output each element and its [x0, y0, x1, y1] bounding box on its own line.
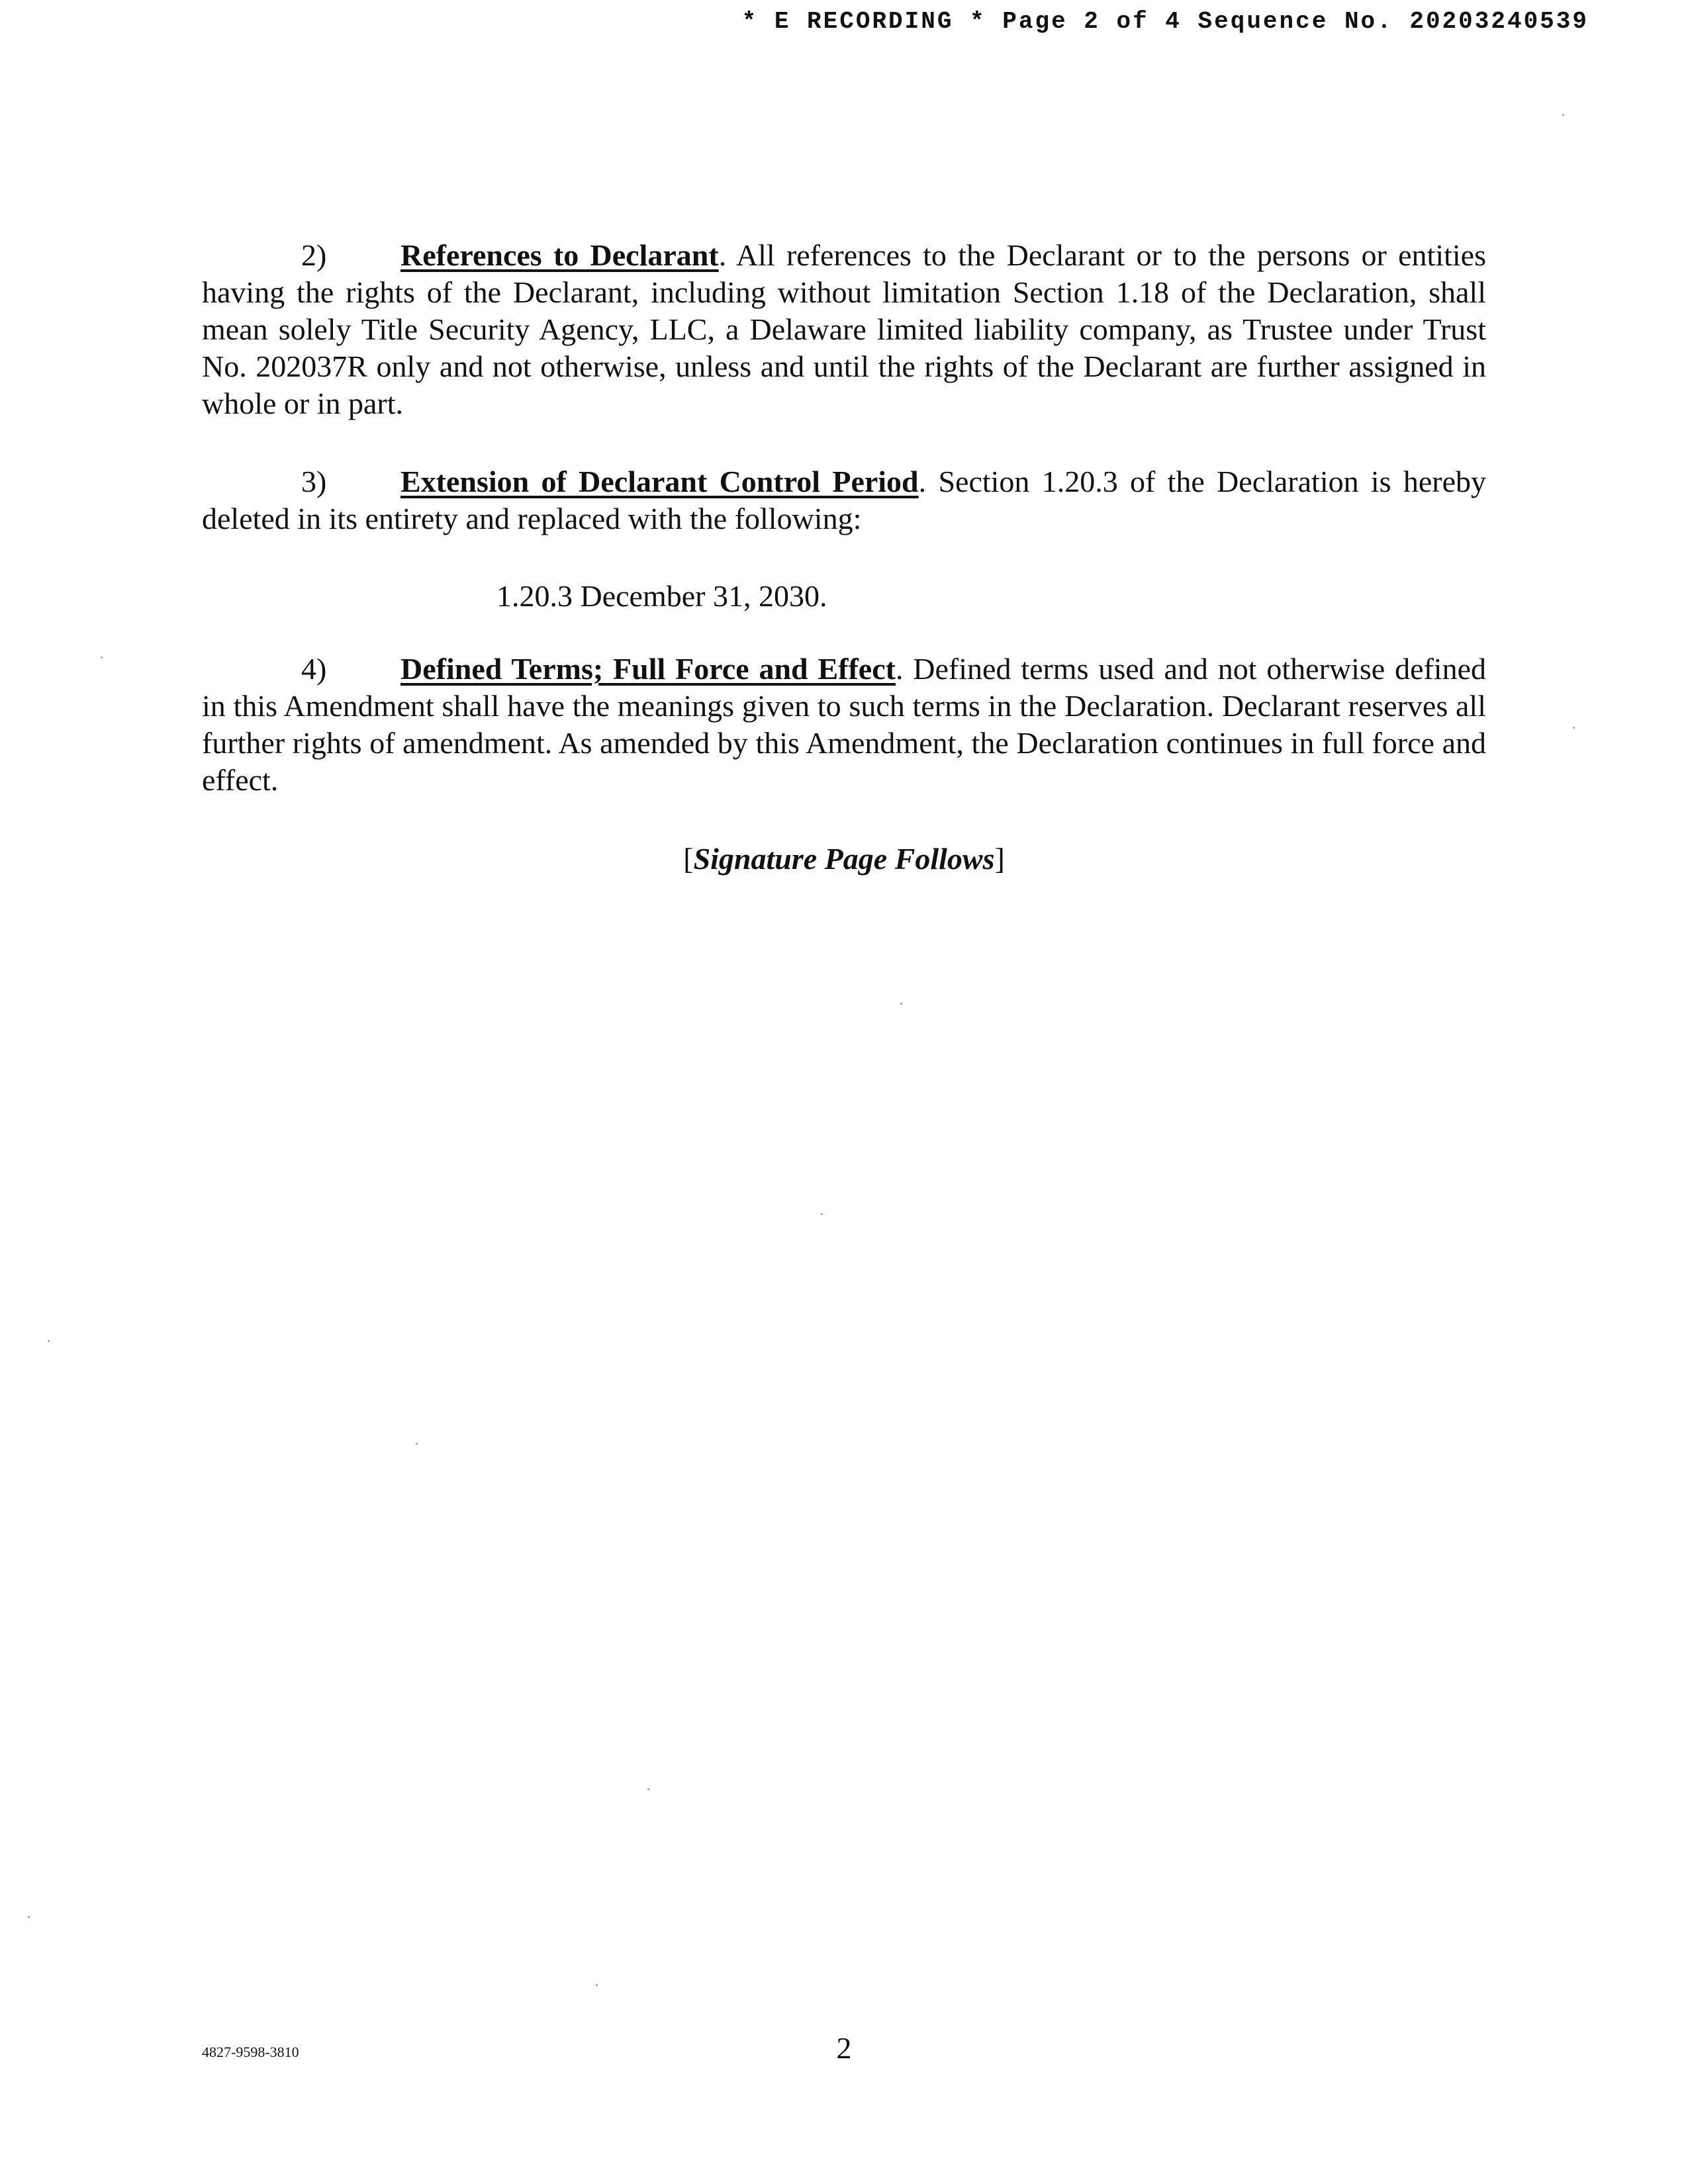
document-id: 4827-9598-3810	[202, 2044, 299, 2060]
paragraph-heading: References to Declarant	[400, 238, 719, 272]
paragraph-heading: Extension of Declarant Control Period	[400, 465, 919, 498]
paragraph-references-to-declarant	[202, 237, 1486, 422]
bracket-open: [	[683, 842, 694, 876]
bracket-close: ]	[994, 842, 1005, 876]
paragraph-heading: Defined Terms; Full Force and Effect	[400, 652, 896, 686]
scan-speck	[48, 1340, 50, 1342]
signature-page-follows-note	[0, 841, 1688, 878]
scan-speck	[596, 1984, 598, 1986]
paragraph-extension-of-control-period	[202, 463, 1486, 537]
paragraph-number: 2)	[301, 238, 327, 272]
scan-speck	[821, 1213, 823, 1215]
paragraph-body: . Defined terms used and not otherwise defined in this Amendment shall have the meanings given to such terms in the Declaration. Declarant reserves all further rights of amendment. As amended by this Amendment, the Declaration continues in full force and effect.	[202, 652, 1487, 797]
replacement-section-text: 1.20.3 December 31, 2030.	[496, 579, 827, 613]
scan-speck	[1573, 727, 1575, 729]
scan-speck	[1562, 114, 1564, 116]
signature-note-text: Signature Page Follows	[693, 842, 995, 876]
scan-speck	[647, 1788, 649, 1790]
scan-speck	[900, 1003, 902, 1005]
paragraph-number: 4)	[301, 652, 327, 686]
paragraph-number: 3)	[301, 465, 327, 498]
paragraph-defined-terms	[202, 651, 1486, 799]
scan-speck	[101, 657, 103, 659]
page-number: 2	[836, 2031, 852, 2065]
paragraph-body: . All references to the Declarant or to the persons or entities having the rights of the Declarant, including without limitation Section 1.18 of the Declaration, shall mean solely Title Security Agency, LLC, a Delaware limited liability company, as Trustee under Trust No. 202037R only and not otherwise, unless and until the rights of the Declarant are further assigned in whole or in part.	[202, 238, 1486, 420]
scan-speck	[28, 1916, 30, 1918]
recording-header: * E RECORDING * Page 2 of 4 Sequence No. 20203240539	[741, 8, 1589, 35]
scan-speck	[416, 1443, 418, 1445]
paragraph-body: . Section 1.20.3 of the Declaration is hereby deleted in its entirety and replaced with the following:	[202, 465, 1486, 535]
